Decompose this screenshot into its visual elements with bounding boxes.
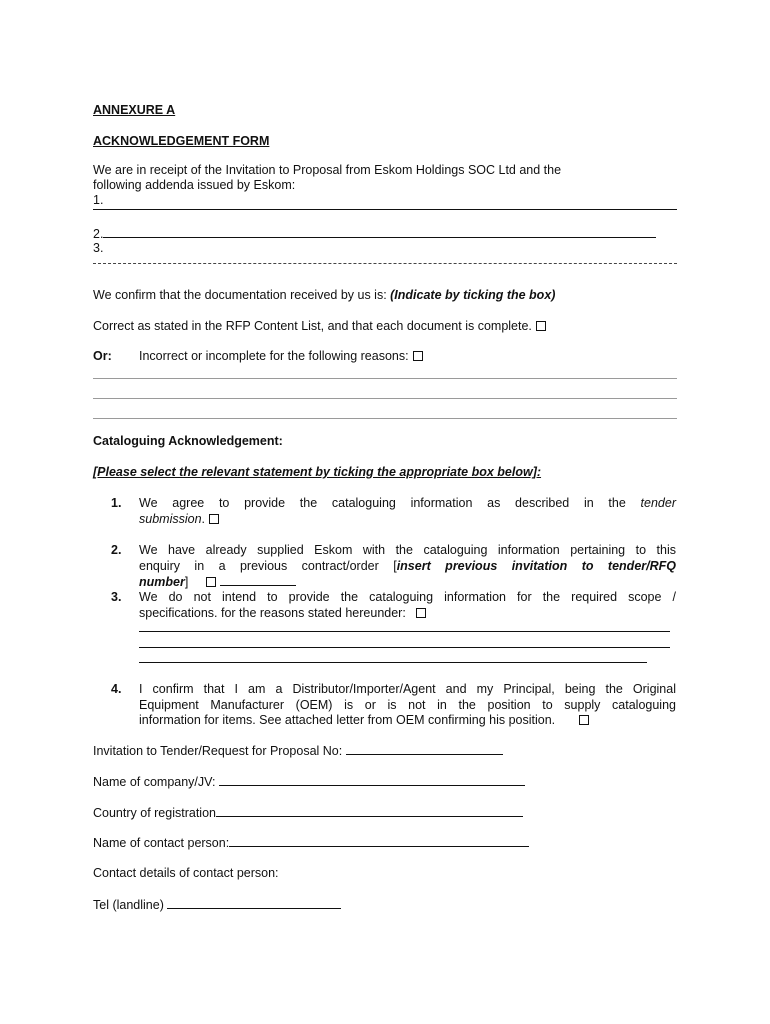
contact-person-label: Name of contact person: xyxy=(93,836,230,850)
or-label-row xyxy=(93,349,112,365)
intro-line-1: We are in receipt of the Invitation to Proposal from Eskom Holdings SOC Ltd and the xyxy=(93,163,562,177)
item-2-line-2-bold: insert previous invitation to tender/RFQ xyxy=(396,558,676,573)
reason-line-1[interactable] xyxy=(93,378,677,379)
company-name-label: Name of company/JV: xyxy=(93,775,219,789)
item-1-line-1: We agree to provide the cataloguing information as described in the xyxy=(139,496,626,510)
item-1-text xyxy=(139,496,676,527)
contact-details-label: Contact details of contact person: xyxy=(93,866,279,880)
itt-number-row xyxy=(93,743,503,760)
incorrect-label: Incorrect or incomplete for the following reasons: xyxy=(139,349,409,363)
country-field[interactable] xyxy=(216,805,523,817)
item-1-line-2-end: . xyxy=(201,511,206,526)
item-3-number: 3. xyxy=(111,590,122,604)
item-2-line-3-end: ] xyxy=(184,575,189,589)
item-3-reason-line-3[interactable] xyxy=(139,651,647,663)
item-3-checkbox[interactable] xyxy=(416,608,426,618)
item-4-text xyxy=(139,682,676,729)
item-3-line-2: specifications. for the reasons stated hereunder: xyxy=(139,605,406,620)
correct-option xyxy=(93,319,546,335)
contact-person-row xyxy=(93,835,529,852)
tel-label: Tel (landline) xyxy=(93,898,168,912)
item-2-previous-ref-field[interactable] xyxy=(220,574,296,586)
incorrect-checkbox[interactable] xyxy=(413,351,423,361)
item-1-line-1-italic: tender xyxy=(640,496,676,510)
addendum-2-label: 2. xyxy=(93,227,104,241)
incorrect-option xyxy=(139,349,423,365)
addendum-2-field[interactable] xyxy=(103,226,656,238)
form-title: ACKNOWLEDGEMENT FORM xyxy=(93,134,270,148)
addendum-3-field[interactable] xyxy=(93,263,677,264)
item-2-line-3-bold: number xyxy=(139,575,185,589)
item-2-text xyxy=(139,543,676,591)
item-4-line-3: information for items. See attached letter from OEM confirming his position. xyxy=(139,713,556,727)
tel-row xyxy=(93,897,341,914)
item-2-number: 2. xyxy=(111,543,122,557)
addendum-2 xyxy=(93,226,656,243)
addendum-3-label: 3. xyxy=(93,241,104,255)
tel-field[interactable] xyxy=(167,897,341,909)
addendum-1-field[interactable] xyxy=(93,209,677,210)
company-name-field[interactable] xyxy=(219,774,525,786)
item-4-number: 4. xyxy=(111,682,122,696)
item-1-line-2-italic: submission xyxy=(139,511,202,526)
country-row xyxy=(93,805,523,822)
item-2-line-1: We have already supplied Eskom with the cataloguing information pertaining to this xyxy=(139,543,676,557)
item-1-number: 1. xyxy=(111,496,122,510)
item-3-text xyxy=(139,590,676,621)
reason-line-2[interactable] xyxy=(93,398,677,399)
annexure-heading: ANNEXURE A xyxy=(93,103,176,117)
reason-line-3[interactable] xyxy=(93,418,677,419)
item-2-checkbox[interactable] xyxy=(206,577,216,587)
confirm-statement xyxy=(93,288,555,304)
item-1-checkbox[interactable] xyxy=(209,514,219,524)
cataloguing-instruction: [Please select the relevant statement by ticking the appropriate box below]: xyxy=(93,465,542,479)
country-label: Country of registration xyxy=(93,806,216,820)
item-4-checkbox[interactable] xyxy=(579,715,589,725)
or-label: Or: xyxy=(93,349,112,363)
itt-number-label: Invitation to Tender/Request for Proposal No: xyxy=(93,744,346,758)
item-3-line-1: We do not intend to provide the cataloguing information for the required scope / xyxy=(139,590,676,604)
company-name-row xyxy=(93,774,525,791)
item-3-reason-line-2[interactable] xyxy=(139,636,670,648)
confirm-prefix: We confirm that the documentation received by us is: xyxy=(93,288,391,302)
item-2-line-2: enquiry in a previous contract/order [ xyxy=(139,558,397,573)
correct-label: Correct as stated in the RFP Content List, and that each document is complete. xyxy=(93,319,532,333)
item-4-line-1: I confirm that I am a Distributor/Importer/Agent and my Principal, being the Original xyxy=(139,682,676,696)
itt-number-field[interactable] xyxy=(346,743,503,755)
addendum-1-label: 1. xyxy=(93,193,104,207)
confirm-hint: (Indicate by ticking the box) xyxy=(390,288,556,302)
item-3-reason-line-1[interactable] xyxy=(139,620,670,632)
cataloguing-heading: Cataloguing Acknowledgement: xyxy=(93,434,283,448)
correct-checkbox[interactable] xyxy=(536,321,546,331)
item-4-line-2: Equipment Manufacturer (OEM) is or is not in the position to supply cataloguing xyxy=(139,697,676,712)
contact-person-field[interactable] xyxy=(229,835,529,847)
intro-line-2: following addenda issued by Eskom: xyxy=(93,178,296,192)
